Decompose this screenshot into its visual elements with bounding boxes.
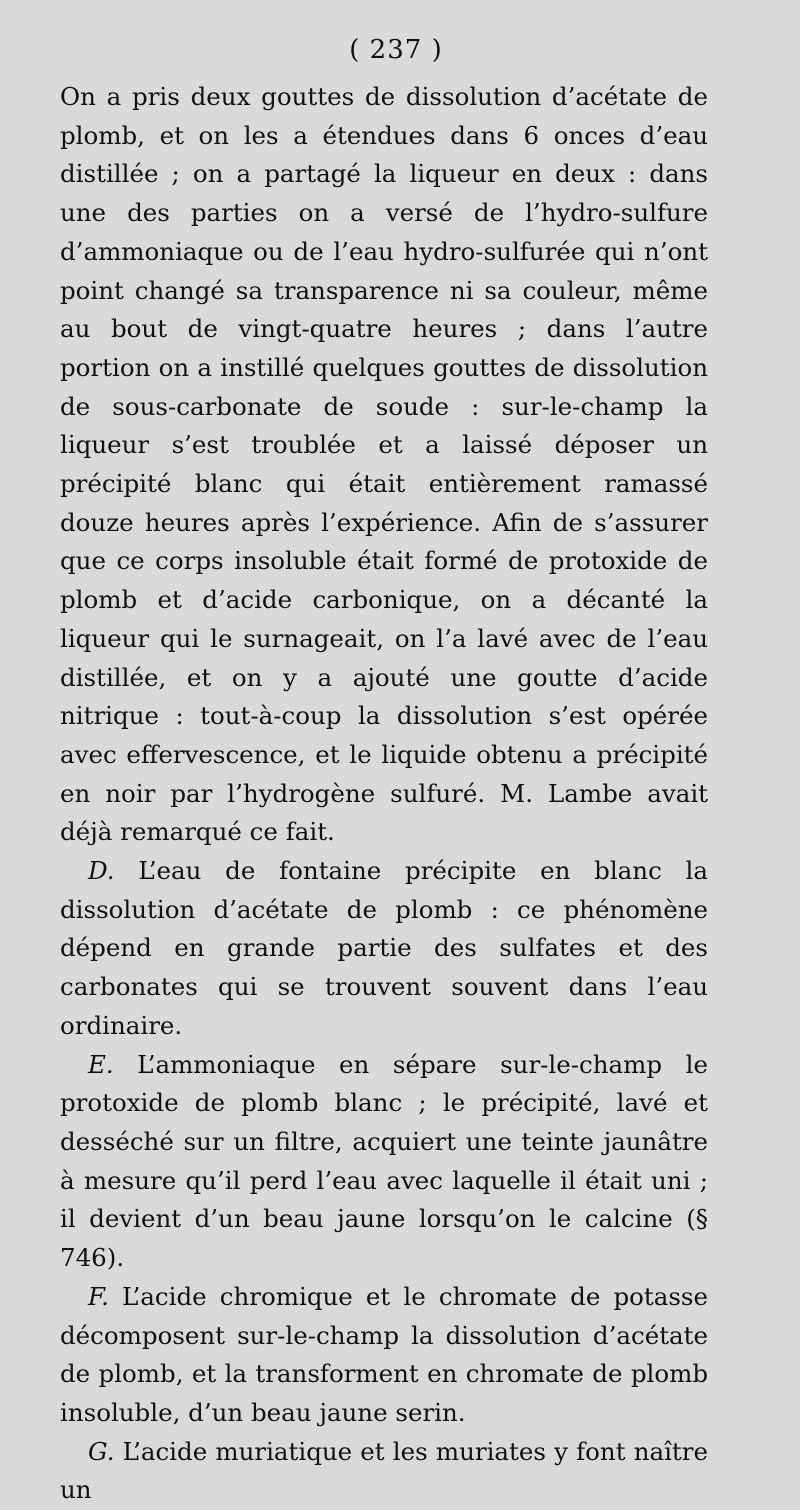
section-letter: E. [88, 1049, 114, 1079]
page-body [60, 78, 708, 1510]
section-letter: F. [88, 1281, 109, 1311]
paragraph-text: L’ammoniaque en sépare sur-le-champ le protoxide de plomb blanc ; le précipité, lavé et desséché sur un filtre, acquiert une teinte jaunâtre à mesure qu’il perd l’eau avec laquelle il était uni ; il devient d’un beau jaune lorsqu’on le calcine (§ 746). [60, 1049, 708, 1273]
section-letter: G. [88, 1436, 115, 1466]
paragraph-text: L’acide muriatique et les muriates y font naître un [60, 1436, 708, 1505]
paragraph-d [60, 852, 708, 1046]
section-letter: D. [88, 856, 115, 886]
paragraph-e [60, 1046, 708, 1278]
paragraph-text: On a pris deux gouttes de dissolution d’acétate de plomb, et on les a étendues dans 6 onces d’eau distillée ; on a partagé la liqueur en deux : dans une des parties on a versé de l’hydro-sulfure d’ammoniaque ou de l’eau hydro-sulfurée qui n’ont point changé sa transparence ni sa couleur, même au bout de vingt-quatre heures ; dans l’autre portion on a instillé quelques gouttes de dissolution de sous-carbonate de soude : sur-le-champ la liqueur s’est troublée et a laissé déposer un précipité blanc qui était entièrement ramassé douze heures après l’expérience. Afin de s’assurer que ce corps insoluble était formé de protoxide de plomb et d’acide carbonique, on a décanté la liqueur qui le surnageait, on l’a lavé avec de l’eau distillée, et on y a ajouté une goutte d’acide nitrique : tout-à-coup la dissolution s’est opérée avec effervescence, et le liquide obtenu a précipité en noir par l’hydrogène sulfuré. M. Lambe avait déjà remarqué ce fait. [60, 82, 708, 847]
paragraph-g [60, 1433, 708, 1510]
paragraph-text: L’eau de fontaine précipite en blanc la dissolution d’acétate de plomb : ce phénomène dépend en grande partie des sulfates et des carbonates qui se trouvent souvent dans l’eau ordinaire. [60, 856, 708, 1040]
paragraph-text: L’acide chromique et le chromate de potasse décomposent sur-le-champ la dissolution d’acétate de plomb, et la transforment en chromate de plomb insoluble, d’un beau jaune serin. [60, 1281, 708, 1427]
paragraph-f [60, 1278, 708, 1433]
page-number: ( 237 ) [349, 35, 443, 65]
paragraph-experiment [60, 78, 708, 852]
